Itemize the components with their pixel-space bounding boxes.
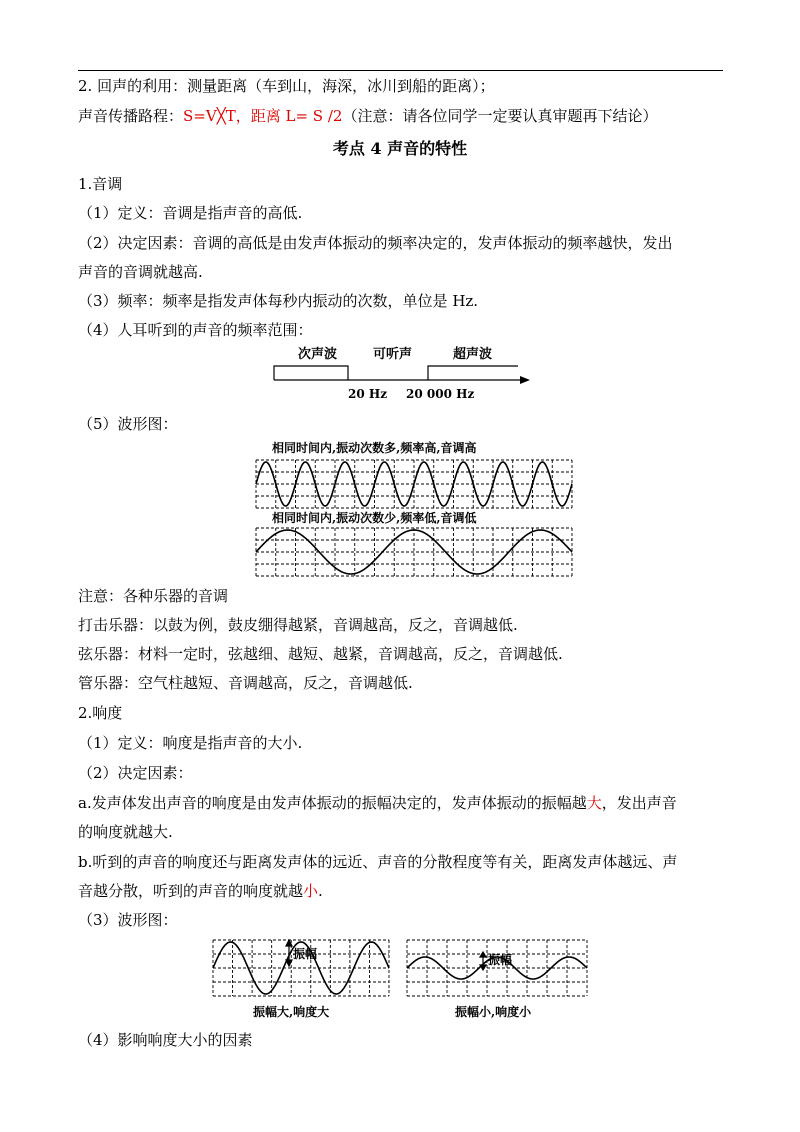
- audible-label: 可听声: [373, 347, 413, 362]
- header-rule: [78, 70, 723, 71]
- factor-b-tail: .: [318, 882, 323, 900]
- instrument-note: 注意：各种乐器的音调: [78, 587, 229, 605]
- small-amplitude-label: 振幅: [488, 953, 513, 967]
- loudness-factor-a-line1: [78, 793, 677, 813]
- small-amplitude-caption: 振幅小,响度小: [455, 1005, 532, 1019]
- sound-path-line: [78, 106, 657, 126]
- sound-path-note: （注意：请各位同学一定要认真审题再下结论）: [342, 107, 658, 125]
- hearing-range-label: （4）人耳听到的声音的频率范围：: [78, 321, 313, 339]
- loudness-influence-label: （4）影响响度大小的因素: [78, 1031, 253, 1049]
- sound-path-formula: S=V╳T，距离 L= S /2: [183, 107, 343, 125]
- pitch-heading: 1.音调: [78, 175, 123, 193]
- large-amplitude-caption: 振幅大,响度大: [253, 1005, 330, 1019]
- low-pitch-caption: 相同时间内,振动次数少,频率低,音调低: [272, 511, 477, 525]
- loudness-factor-label: （2）决定因素：: [78, 764, 193, 782]
- infrasound-label: 次声波: [298, 347, 338, 362]
- loudness-waveform-figure: [205, 936, 595, 1024]
- sound-path-label: 声音传播路程：: [78, 107, 184, 125]
- loudness-heading: 2.响度: [78, 704, 123, 722]
- section-title: 考点 4 声音的特性: [332, 139, 468, 158]
- large-amplitude-label: 振幅: [293, 947, 318, 961]
- factor-b-text: 音越分散，听到的声音的响度就越: [78, 882, 304, 900]
- factor-a-text: a.发声体发出声音的响度是由发声体振动的振幅决定的，发声体振动的振幅越: [78, 794, 587, 812]
- small-amplitude-grid: [407, 940, 587, 996]
- pitch-factor-line1: （2）决定因素：音调的高低是由发声体振动的频率决定的，发声体振动的频率越快，发出: [78, 234, 673, 252]
- ultrasound-bracket: [428, 366, 518, 380]
- factor-a-tail: ，发出声音: [601, 794, 677, 812]
- loudness-waveform-label: （3）波形图：: [78, 911, 178, 929]
- high-limit-label: 20 000 Hz: [406, 387, 475, 401]
- axis-arrow-icon: [520, 376, 530, 384]
- frequency-range-figure: [268, 344, 538, 402]
- factor-a-highlight: 大: [586, 794, 602, 812]
- pitch-factor-line2: 声音的音调就越高.: [78, 263, 203, 281]
- loudness-factor-b-line2: [78, 881, 323, 901]
- small-amplitude-arrow-icon: [480, 952, 486, 970]
- pitch-waveform-label: （5）波形图：: [78, 415, 178, 433]
- wind-line: 管乐器：空气柱越短、音调越高，反之，音调越低.: [78, 674, 413, 692]
- loudness-definition: （1）定义：响度是指声音的大小.: [78, 734, 303, 752]
- low-pitch-grid: [256, 528, 572, 576]
- percussion-line: 打击乐器：以鼓为例，鼓皮绷得越紧，音调越高，反之，音调越低.: [78, 616, 518, 634]
- ultrasound-label: 超声波: [453, 347, 493, 362]
- pitch-waveform-figure: [250, 440, 580, 580]
- pitch-definition: （1）定义：音调是指声音的高低.: [78, 204, 303, 222]
- low-limit-label: 20 Hz: [348, 387, 388, 401]
- infrasound-bracket: [274, 366, 348, 380]
- string-line: 弦乐器：材料一定时，弦越细、越短、越紧，音调越高，反之，音调越低.: [78, 645, 563, 663]
- echo-use-line: 2. 回声的利用：测量距离（车到山，海深，冰川到船的距离）；: [78, 77, 495, 95]
- loudness-factor-b-line1: b.听到的声音的响度还与距离发声体的远近、声音的分散程度等有关，距离发声体越远、声: [78, 853, 678, 871]
- factor-b-highlight: 小: [303, 882, 319, 900]
- frequency-definition: （3）频率：频率是指发声体每秒内振动的次数，单位是 Hz.: [78, 292, 479, 310]
- loudness-factor-a-line2: 的响度就越大.: [78, 823, 173, 841]
- high-pitch-caption: 相同时间内,振动次数多,频率高,音调高: [272, 441, 477, 455]
